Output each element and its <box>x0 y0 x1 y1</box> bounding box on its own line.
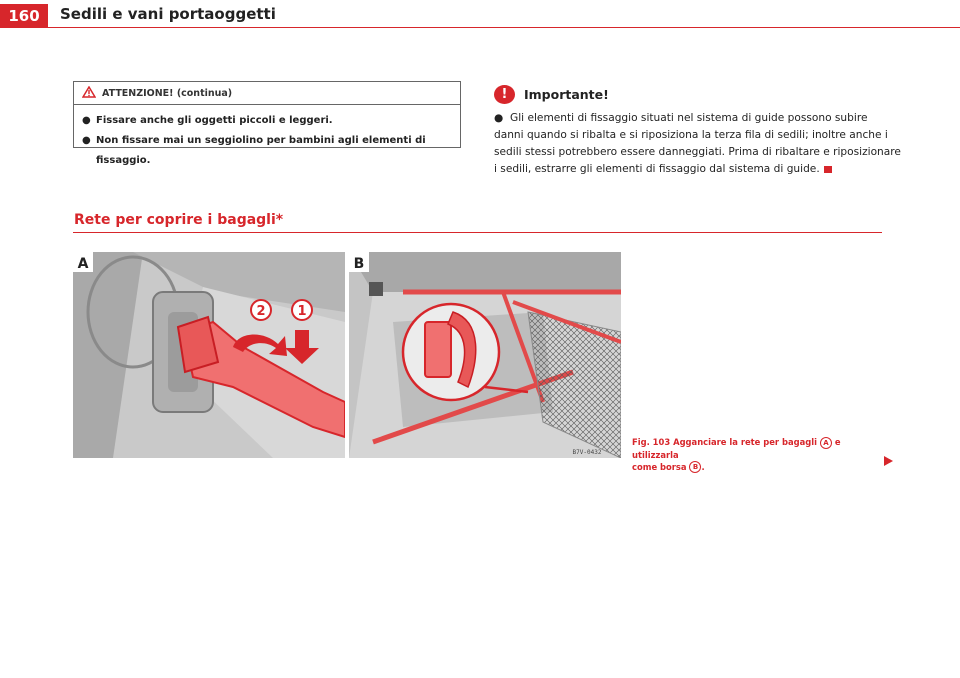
next-page-arrow-icon <box>882 452 894 471</box>
warning-item <box>82 111 452 131</box>
header-rule <box>48 27 960 28</box>
panel-b-label: B <box>353 256 365 272</box>
caption-text: come borsa <box>632 461 687 472</box>
bullet-icon: ● <box>494 112 504 124</box>
warning-item-text: Non fissare mai un seggiolino per bambini agli elementi di fissaggio. <box>96 135 426 166</box>
badge-b: B <box>689 461 701 473</box>
important-line: danni quando si ribalta e si riposiziona la terza fila di sedili; inoltre anche i <box>494 129 888 141</box>
caption-text: Fig. 103 Agganciare la rete per bagagli <box>632 437 817 447</box>
section-title: Rete per coprire i bagagli* <box>74 212 284 228</box>
important-line: i sedili, estrarre gli elementi di fissaggio dal sistema di guide. <box>494 161 886 178</box>
caption-text: . <box>701 461 705 472</box>
warning-title: ATTENZIONE! (continua) <box>102 87 233 99</box>
figure-103 <box>73 252 621 458</box>
panel-b-image <box>349 252 621 458</box>
page-header <box>0 0 960 30</box>
figure-code: B7V-0432 <box>572 449 602 456</box>
end-marker-icon <box>824 166 832 173</box>
important-note <box>494 83 901 178</box>
figure-caption <box>632 436 882 473</box>
badge-a: A <box>820 437 832 449</box>
figure-illustration <box>73 252 621 458</box>
bullet-icon: ● <box>82 115 91 126</box>
warning-header <box>74 82 460 105</box>
important-line: sedili stessi potrebbero essere danneggiati. Prima di ribaltare e riposizionare <box>494 146 901 158</box>
important-body <box>494 110 901 178</box>
running-title: Sedili e vani portaoggetti <box>60 5 276 23</box>
warning-box <box>73 81 461 166</box>
warning-triangle-icon <box>82 86 96 101</box>
section-rule <box>73 232 882 233</box>
step-2-label: 2 <box>256 304 266 319</box>
caption-text: e utilizzarla <box>632 437 841 460</box>
important-line: ● Gli elementi di fissaggio situati nel sistema di guide possono subire <box>494 112 868 124</box>
step-1-label: 1 <box>297 304 307 319</box>
bullet-icon: ● <box>82 135 91 146</box>
panel-a-image <box>73 252 345 458</box>
warning-item-text: Fissare anche gli oggetti piccoli e leggeri. <box>96 115 333 126</box>
exclamation-icon: ! <box>494 85 515 104</box>
important-title: Importante! <box>524 86 609 102</box>
warning-item <box>82 131 452 171</box>
page-number: 160 <box>0 4 48 28</box>
panel-a-label: A <box>77 256 89 272</box>
